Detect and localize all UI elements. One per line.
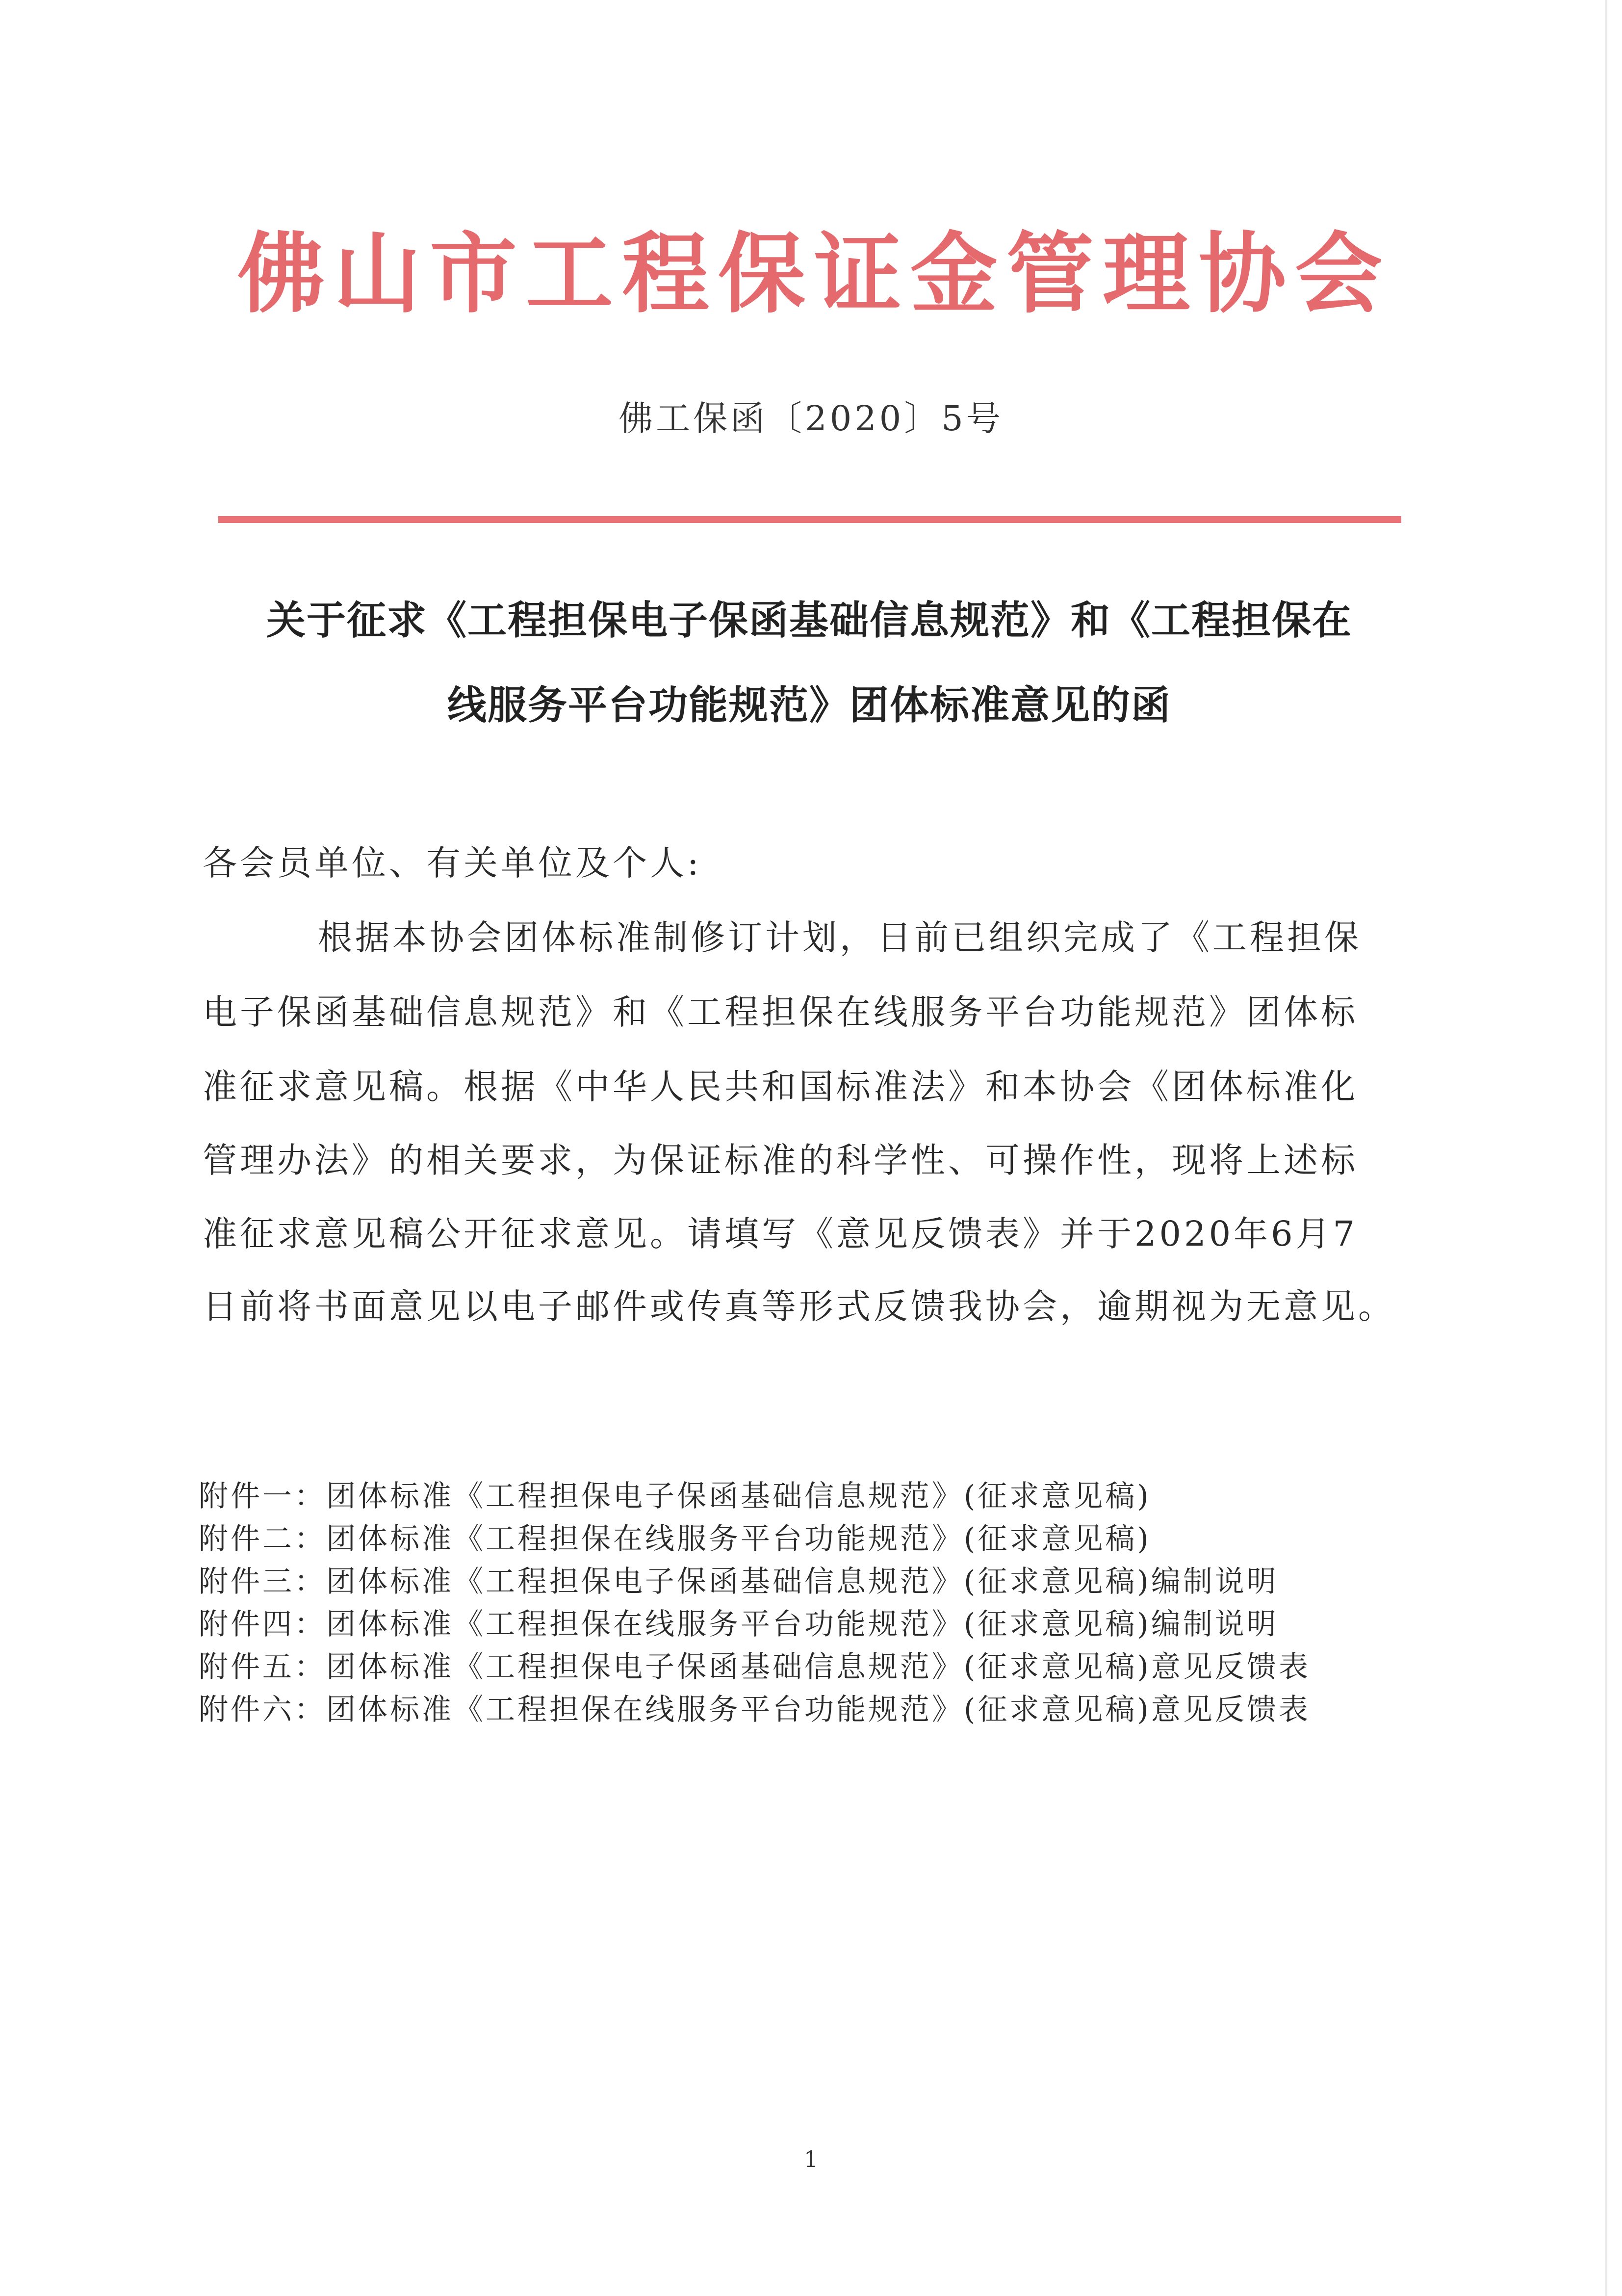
attachment-list bbox=[199, 1479, 1311, 1738]
body-line: 管理办法》的相关要求，为保证标准的科学性、可操作性，现将上述标 bbox=[203, 1140, 1358, 1180]
scan-edge-line bbox=[1605, 0, 1607, 2296]
red-divider-line bbox=[218, 516, 1401, 523]
attachment-item: 附件一：团体标准《工程担保电子保函基础信息规范》(征求意见稿) bbox=[199, 1479, 1151, 1513]
body-line: 电子保函基础信息规范》和《工程担保在线服务平台功能规范》团体标 bbox=[203, 992, 1358, 1032]
attachment-item: 附件二：团体标准《工程担保在线服务平台功能规范》(征求意见稿) bbox=[199, 1522, 1151, 1556]
body-line: 准征求意见稿。根据《中华人民共和国标准法》和本协会《团体标准化 bbox=[203, 1067, 1358, 1107]
attachment-item: 附件六：团体标准《工程担保在线服务平台功能规范》(征求意见稿)意见反馈表 bbox=[199, 1693, 1311, 1727]
document-number: 佛工保函〔2020〕5号 bbox=[618, 398, 1004, 439]
organization-name-header: 佛山市工程保证金管理协会 bbox=[237, 223, 1391, 325]
salutation: 各会员单位、有关单位及个人: bbox=[203, 843, 702, 883]
attachment-item: 附件三：团体标准《工程担保电子保函基础信息规范》(征求意见稿)编制说明 bbox=[199, 1565, 1279, 1599]
body-line: 根据本协会团体标准制修订计划，日前已组织完成了《工程担保 bbox=[318, 917, 1362, 958]
body-line: 日前将书面意见以电子邮件或传真等形式反馈我协会，逾期视为无意见。 bbox=[203, 1286, 1395, 1327]
document-title-line-2: 线服务平台功能规范》团体标准意见的函 bbox=[447, 682, 1171, 728]
attachment-item: 附件四：团体标准《工程担保在线服务平台功能规范》(征求意见稿)编制说明 bbox=[199, 1607, 1279, 1642]
attachment-item: 附件五：团体标准《工程担保电子保函基础信息规范》(征求意见稿)意见反馈表 bbox=[199, 1650, 1311, 1684]
body-line: 准征求意见稿公开征求意见。请填写《意见反馈表》并于2020年6月7 bbox=[203, 1214, 1358, 1254]
document-title-line-1: 关于征求《工程担保电子保函基础信息规范》和《工程担保在 bbox=[266, 598, 1352, 643]
page-number: 1 bbox=[803, 2146, 819, 2172]
